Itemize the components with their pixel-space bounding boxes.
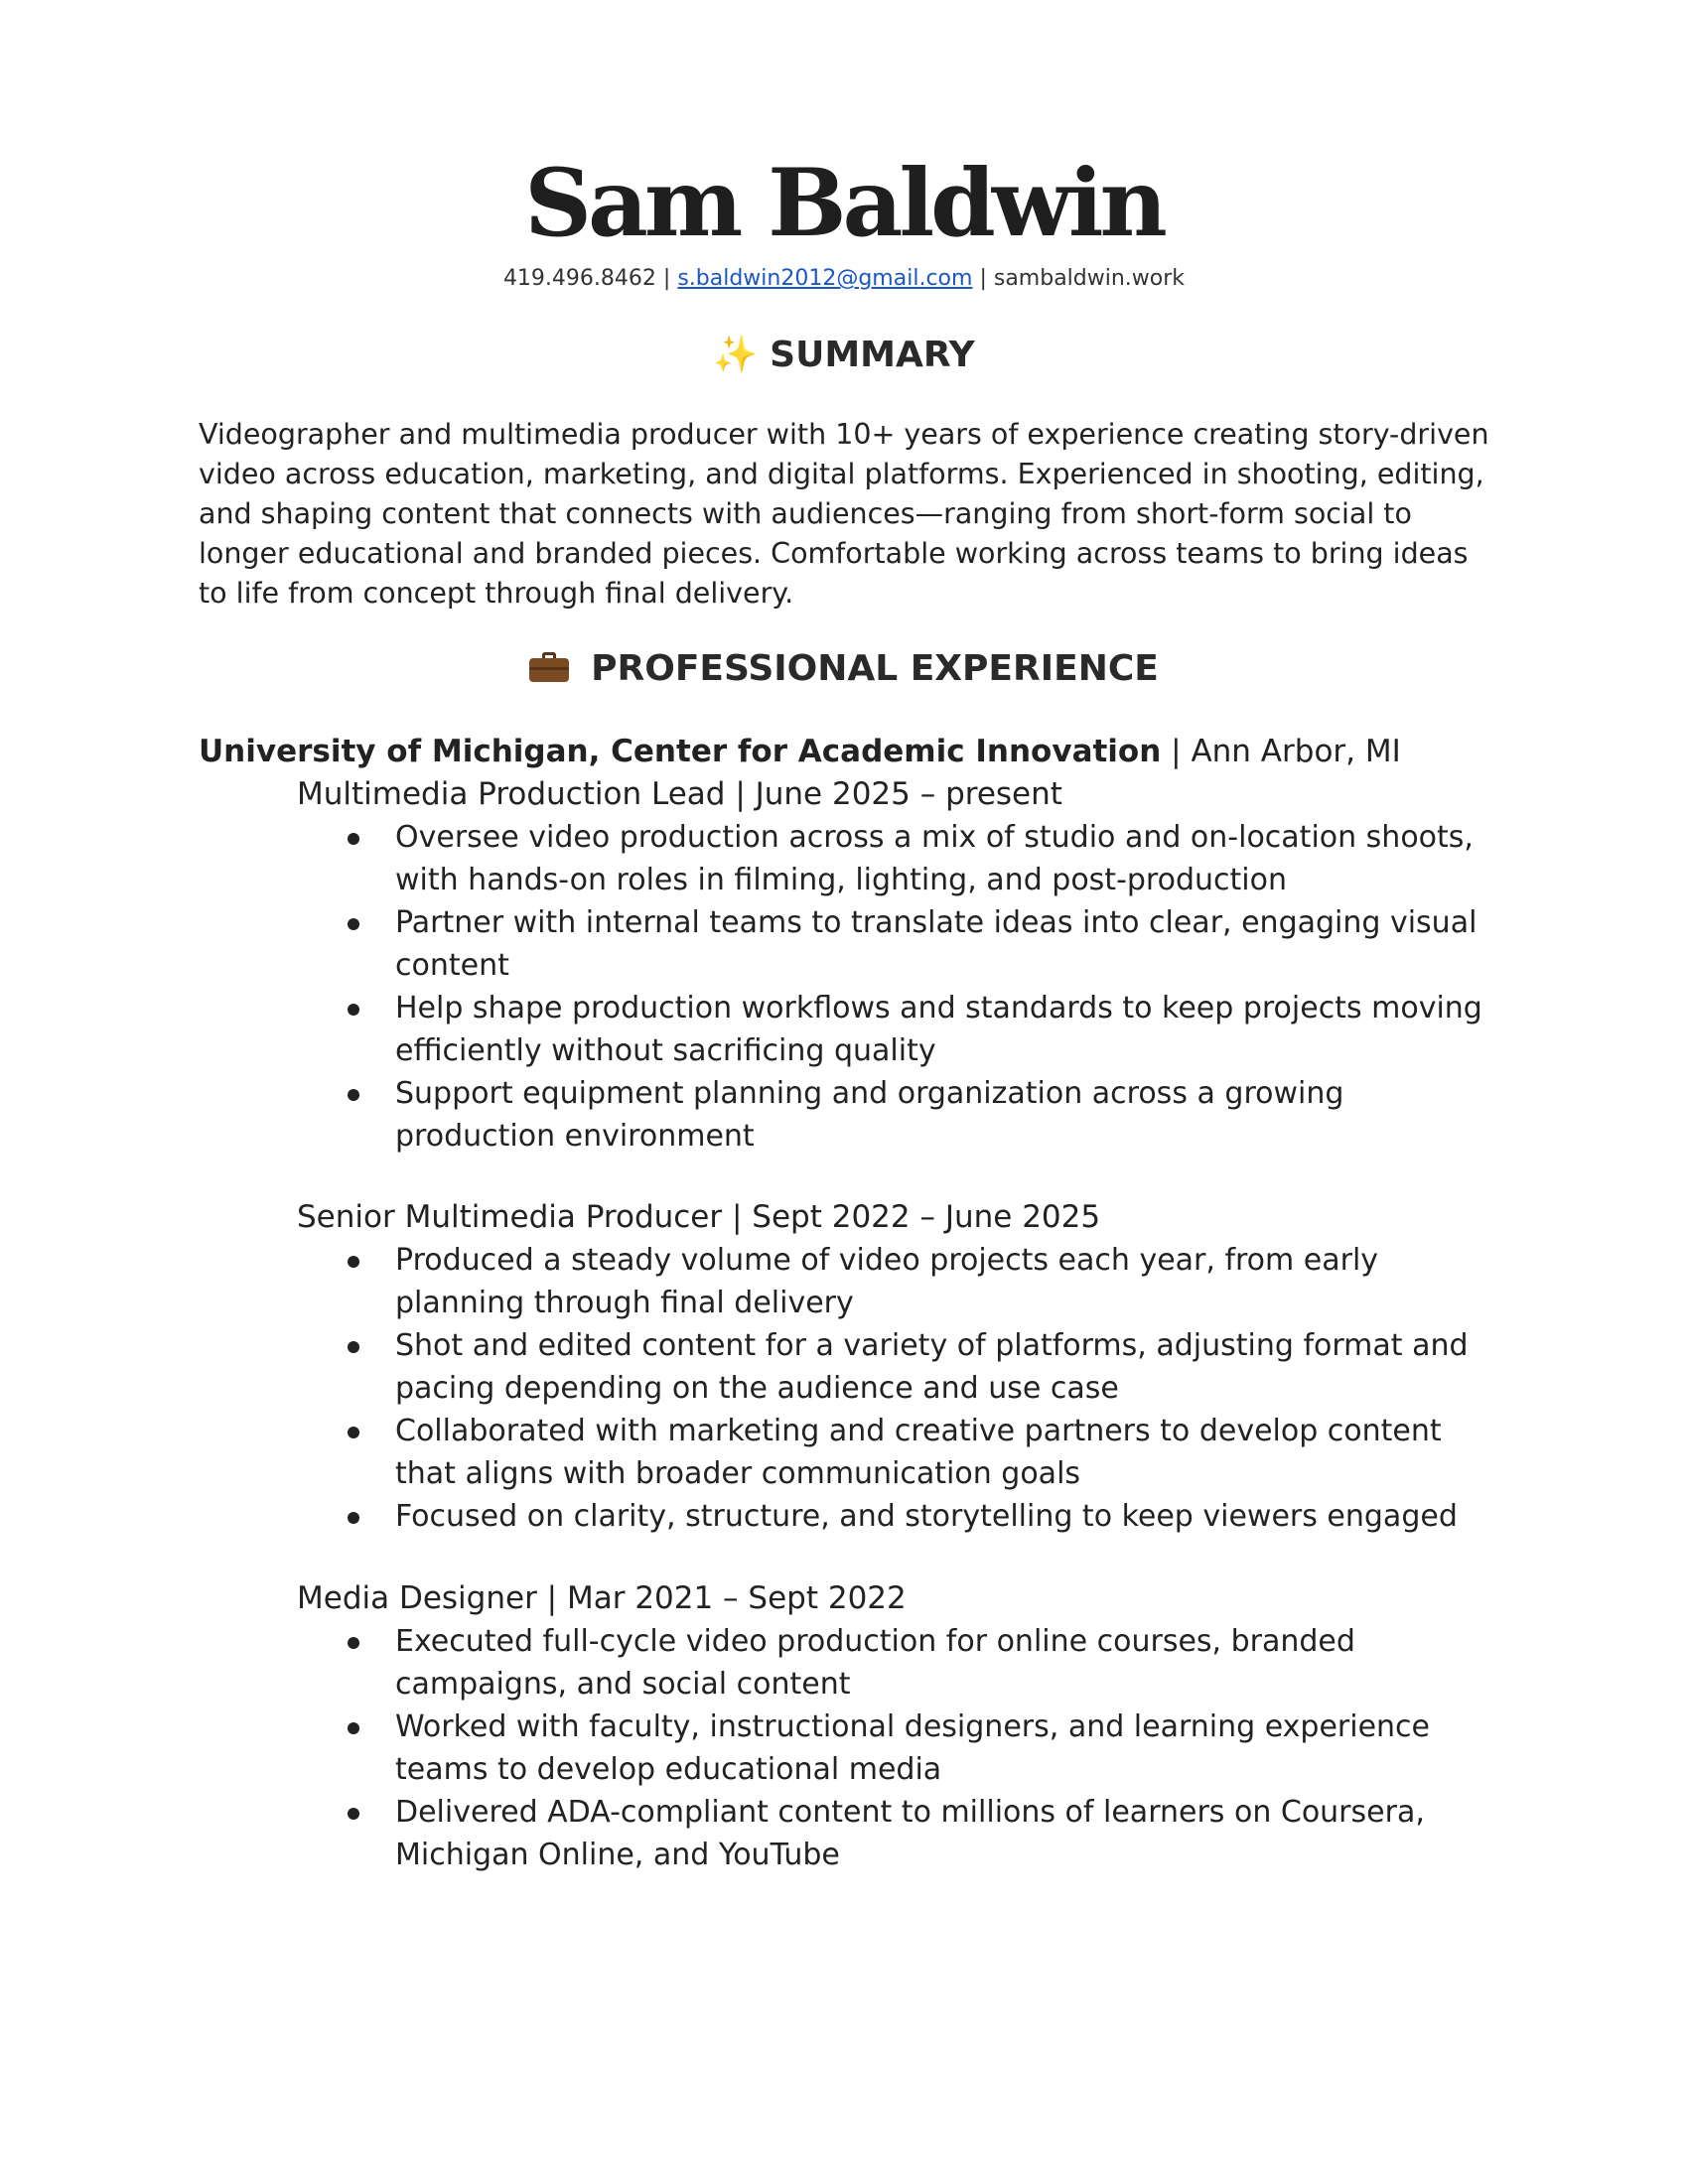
bullet-item: Collaborated with marketing and creative partners to develop content that aligns with broader communication goals [348,1410,1489,1495]
bullet-item: Produced a steady volume of video projects each year, from early planning through final delivery [348,1239,1489,1324]
candidate-name: Sam Baldwin [524,149,1164,258]
experience-heading [0,647,1688,691]
role-header [297,773,1062,815]
contact-separator: | [979,266,987,291]
summary-heading [0,334,1688,377]
role-dates: | Mar 2021 – Sept 2022 [546,1580,907,1616]
role-title: Senior Multimedia Producer [297,1199,723,1235]
bullet-item: Oversee video production across a mix of studio and on-location shoots, with hands-on roles in filming, lighting, and post-production [348,816,1489,901]
bullet-item: Worked with faculty, instructional designers, and learning experience teams to develop educational media [348,1706,1489,1791]
role-header [297,1196,1100,1238]
summary-text: Videographer and multimedia producer with 10+ years of experience creating story-driven video across education, marketing, and digital platforms. Experienced in shooting, editing, and shaping content that connects with audiences—ranging from short-form social to longer educational and branded pieces. Comfortable working across teams to bring ideas to life from concept through final delivery. [199,418,1489,610]
bullet-item: Focused on clarity, structure, and storytelling to keep viewers engaged [348,1495,1489,1538]
website: sambaldwin.work [993,266,1186,291]
bullet-item: Support equipment planning and organization across a growing production environment [348,1072,1489,1158]
employer [199,731,1401,772]
bullet-item: Partner with internal teams to translate ideas into clear, engaging visual content [348,901,1489,987]
bullet-item: Executed full-cycle video production for online courses, branded campaigns, and social content [348,1620,1489,1706]
briefcase-icon [529,652,569,682]
bullet-item: Help shape production workflows and standards to keep projects moving efficiently without sacrificing quality [348,987,1489,1072]
summary-heading-label: SUMMARY [770,335,975,375]
role-title: Multimedia Production Lead [297,776,726,812]
role-dates: | Sept 2022 – June 2025 [732,1199,1101,1235]
role-title: Media Designer [297,1580,537,1616]
sparkles-icon: ✨ [713,335,759,375]
employer-location: | Ann Arbor, MI [1171,734,1401,769]
experience-heading-label: PROFESSIONAL EXPERIENCE [591,648,1159,689]
role-bullets [348,1239,1489,1538]
employer-name: University of Michigan, Center for Academic Innovation [199,734,1162,769]
role-bullets [348,816,1489,1158]
bullet-item: Shot and edited content for a variety of platforms, adjusting format and pacing depending on the audience and use case [348,1324,1489,1410]
phone-number: 419.496.8462 [502,266,656,291]
contact-separator: | [662,266,671,291]
bullet-item: Delivered ADA-compliant content to millions of learners on Coursera, Michigan Online, and YouTube [348,1791,1489,1876]
role-bullets [348,1620,1489,1876]
email-link[interactable]: s.baldwin2012@gmail.com [677,266,973,291]
contact-line [0,264,1688,294]
role-header [297,1577,907,1619]
role-dates: | June 2025 – present [735,776,1062,812]
